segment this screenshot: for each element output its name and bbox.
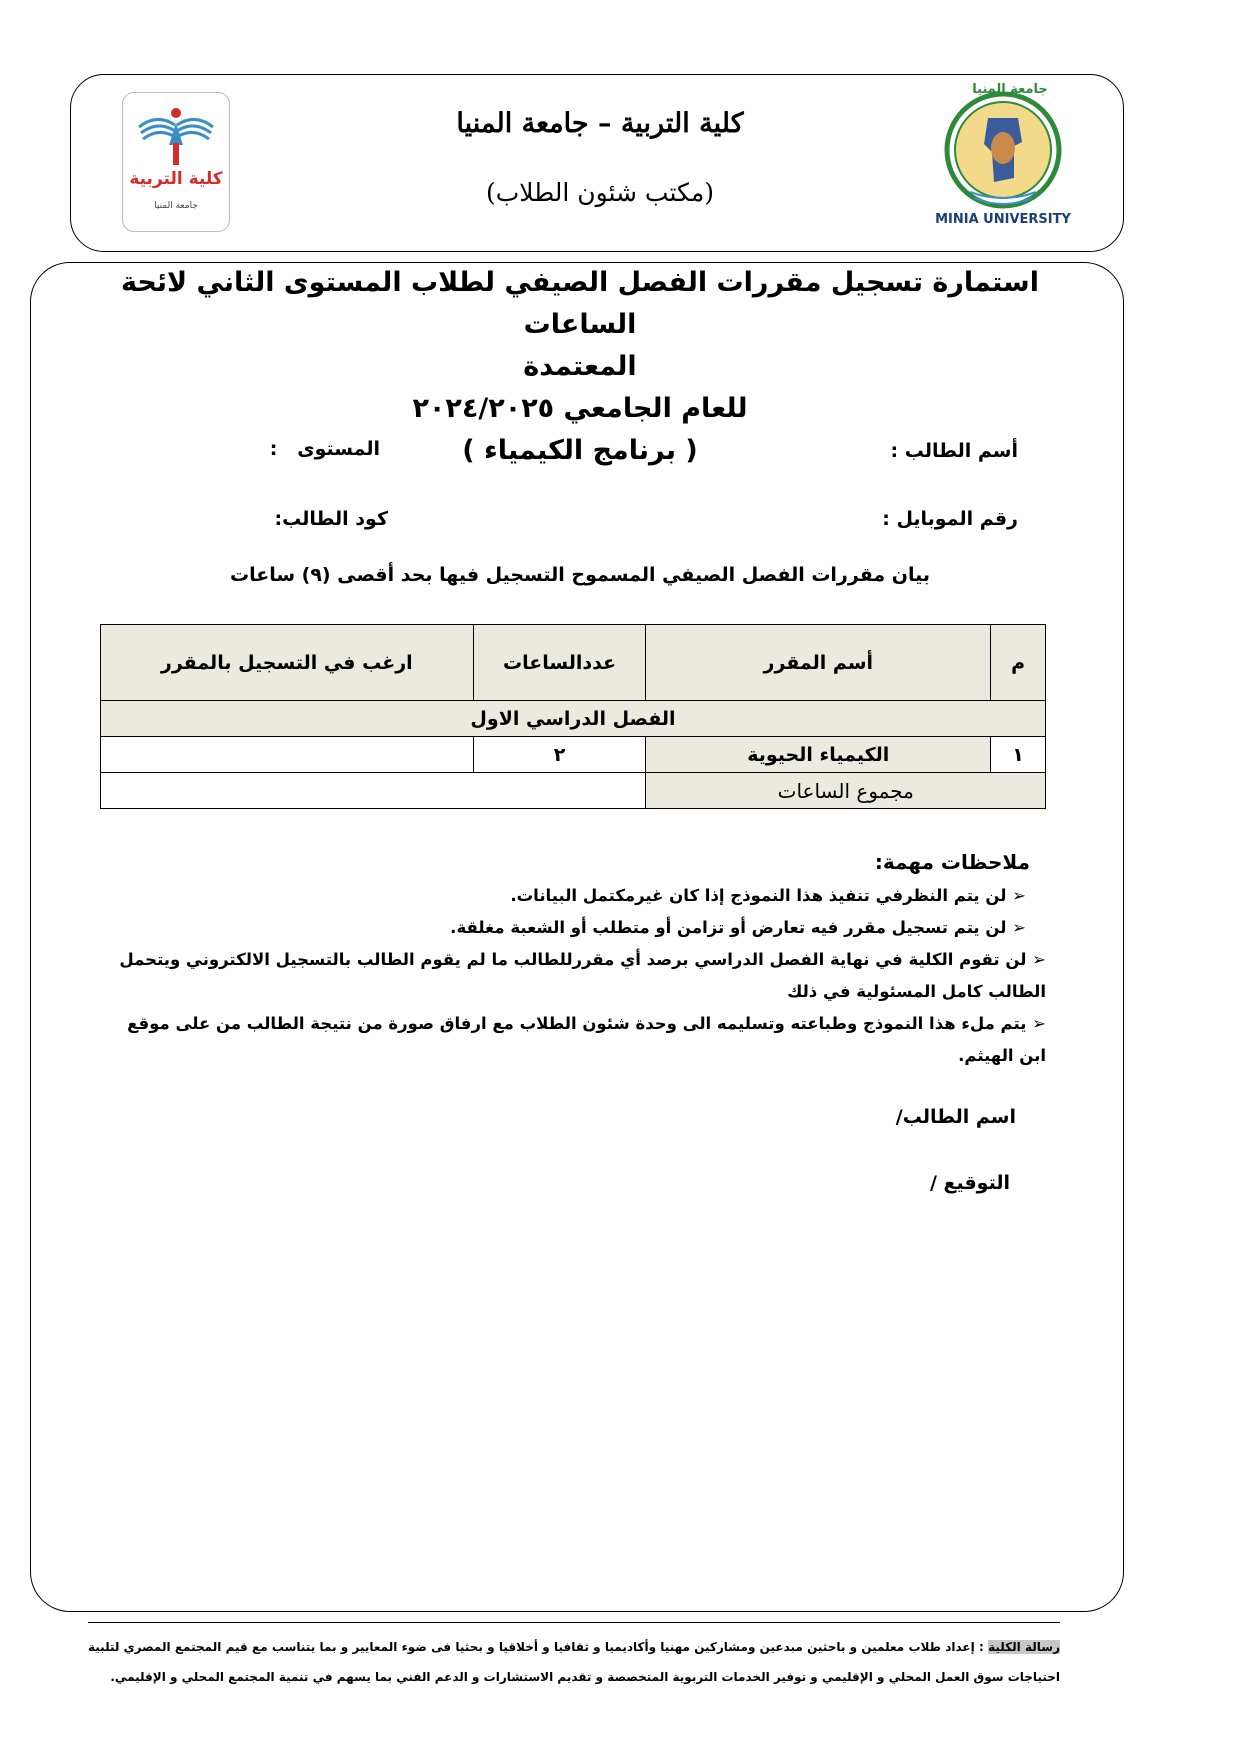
office-title: (مكتب شئون الطلاب) bbox=[486, 178, 714, 207]
signature-name-label: اسم الطالب/ bbox=[895, 1106, 1016, 1128]
nefertiti-emblem-icon bbox=[930, 82, 1076, 212]
mission-statement bbox=[88, 1632, 1060, 1692]
level-label: المستوى : bbox=[269, 438, 380, 460]
note-text: لن تقوم الكلية في نهاية الفصل الدراسي برصد أي مقررللطالب ما لم يقوم الطالب بالتسجيل الالكتروني ويتحمل الطالب كامل المسئولية في ذلك bbox=[119, 950, 1046, 1001]
form-title-line2: المعتمدة bbox=[523, 351, 637, 382]
header-hours: عددالساعات bbox=[473, 625, 646, 701]
arrow-bullet-icon: ➢ bbox=[1032, 950, 1046, 969]
note-item bbox=[100, 1008, 1046, 1072]
faculty-logo-subtext: جامعة المنيا bbox=[154, 201, 198, 211]
note-text: يتم ملء هذا النموذج وطباعته وتسليمه الى وحدة شئون الطلاب مع ارفاق صورة من نتيجة الطالب من على موقع ابن الهيثم. bbox=[127, 1014, 1046, 1065]
faculty-logo bbox=[122, 92, 230, 232]
total-row bbox=[101, 773, 1046, 809]
footer-divider bbox=[88, 1622, 1060, 1623]
form-title-line1: استمارة تسجيل مقررات الفصل الصيفي لطلاب المستوى الثاني لائحة الساعات bbox=[121, 267, 1039, 340]
arrow-bullet-icon: ➢ bbox=[1012, 886, 1026, 905]
note-item bbox=[100, 912, 1026, 944]
header-serial: م bbox=[991, 625, 1046, 701]
header-register: ارغب في التسجيل بالمقرر bbox=[101, 625, 474, 701]
student-name-label: أسم الطالب : bbox=[890, 440, 1018, 462]
academic-year: للعام الجامعي ٢٠٢٤/٢٠٢٥ bbox=[412, 393, 748, 424]
arrow-bullet-icon: ➢ bbox=[1032, 1014, 1046, 1033]
row-hours: ٢ bbox=[473, 737, 646, 773]
semester-row bbox=[101, 701, 1046, 737]
university-logo-text: MINIA UNIVERSITY bbox=[935, 212, 1071, 227]
row-course: الكيمياء الحيوية bbox=[646, 737, 991, 773]
table-header-row bbox=[101, 625, 1046, 701]
total-hours-field[interactable] bbox=[101, 773, 646, 809]
note-text: لن يتم تسجيل مقرر فيه تعارض أو تزامن أو متطلب أو الشعبة مغلقة. bbox=[450, 918, 1007, 937]
mission-text: : إعداد طلاب معلمين و باحثين مبدعين ومشاركين مهنيا وأكاديميا و ثقافيا و أخلاقيا و بحثيا فى ضوء المعايير و بما يتناسب مع قيم المجتمع المصري لتلبية احتياجات سوق العمل المحلي و الإقليمي و توفير الخدمات التربوية المتخصصة و تقديم الاستشارات و الدعم الفني بما يسهم في تنمية المجتمع المحلي و الإقليمي. bbox=[88, 1640, 1060, 1684]
note-text: لن يتم النظرفي تنفيذ هذا النموذج إذا كان غيرمكتمل البيانات. bbox=[510, 886, 1007, 905]
university-logo-arc-text: جامعة المنيا bbox=[972, 82, 1048, 97]
table-row bbox=[101, 737, 1046, 773]
mobile-label: رقم الموبايل : bbox=[882, 508, 1018, 530]
note-item bbox=[110, 944, 1046, 1008]
note-item bbox=[100, 880, 1026, 912]
university-logo bbox=[930, 82, 1076, 232]
student-code-label: كود الطالب: bbox=[274, 508, 388, 530]
signature-label: التوقيع / bbox=[929, 1172, 1010, 1194]
mission-label: رسالة الكلية bbox=[988, 1640, 1060, 1654]
courses-statement: بيان مقررات الفصل الصيفي المسموح التسجيل فيها بحد أقصى (٩) ساعات bbox=[229, 564, 930, 586]
notes-title: ملاحظات مهمة: bbox=[874, 850, 1030, 874]
total-label: مجموع الساعات bbox=[646, 773, 1046, 809]
courses-table bbox=[100, 624, 1046, 809]
semester-label: الفصل الدراسي الاول bbox=[101, 701, 1046, 737]
faculty-logo-text: كلية التربية bbox=[129, 169, 223, 189]
row-serial: ١ bbox=[991, 737, 1046, 773]
college-title: كلية التربية – جامعة المنيا bbox=[456, 108, 744, 139]
program-name: ( برنامج الكيمياء ) bbox=[462, 435, 698, 466]
row-register-checkbox[interactable] bbox=[101, 737, 474, 773]
arrow-bullet-icon: ➢ bbox=[1012, 918, 1026, 937]
header-course: أسم المقرر bbox=[646, 625, 991, 701]
